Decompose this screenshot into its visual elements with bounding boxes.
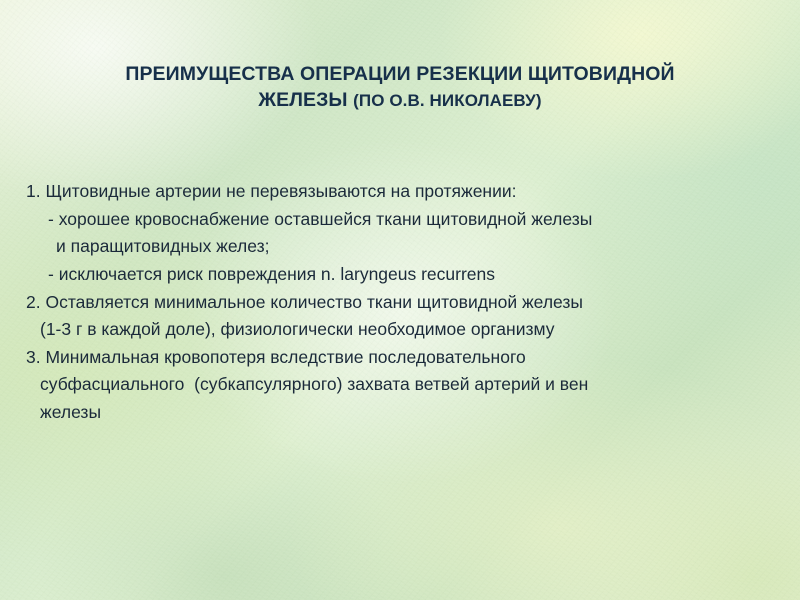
body-line: (1-3 г в каждой доле), физиологически необходимое организму xyxy=(40,319,555,340)
body-line: 2. Оставляется минимальное количество ткани щитовидной железы xyxy=(26,291,583,312)
slide-title-line-2-part-1: ЖЕЛЕЗЫ xyxy=(258,88,354,111)
slide-title-line-2-part-2: (ПО О.В. НИКОЛАЕВУ) xyxy=(353,90,542,110)
body-line: и паращитовидных желез; xyxy=(56,236,270,257)
body-line: - хорошее кровоснабжение оставшейся ткани щитовидной железы xyxy=(48,208,593,229)
slide-title-line-1: ПРЕИМУЩЕСТВА ОПЕРАЦИИ РЕЗЕКЦИИ ЩИТОВИДНОЙ xyxy=(125,63,675,85)
body-line: 3. Минимальная кровопотеря вследствие последовательного xyxy=(26,346,526,367)
body-line: 1. Щитовидные артерии не перевязываются на протяжении: xyxy=(26,181,517,201)
body-line: - исключается риск повреждения n. laryngeus recurrens xyxy=(48,263,496,284)
slide-body xyxy=(26,178,774,427)
body-line: субфасциального (субкапсулярного) захвата ветвей артерий и вен xyxy=(40,374,589,395)
slide-title-line-2 xyxy=(60,88,740,114)
body-line: железы xyxy=(40,402,102,423)
slide-title xyxy=(60,62,740,114)
